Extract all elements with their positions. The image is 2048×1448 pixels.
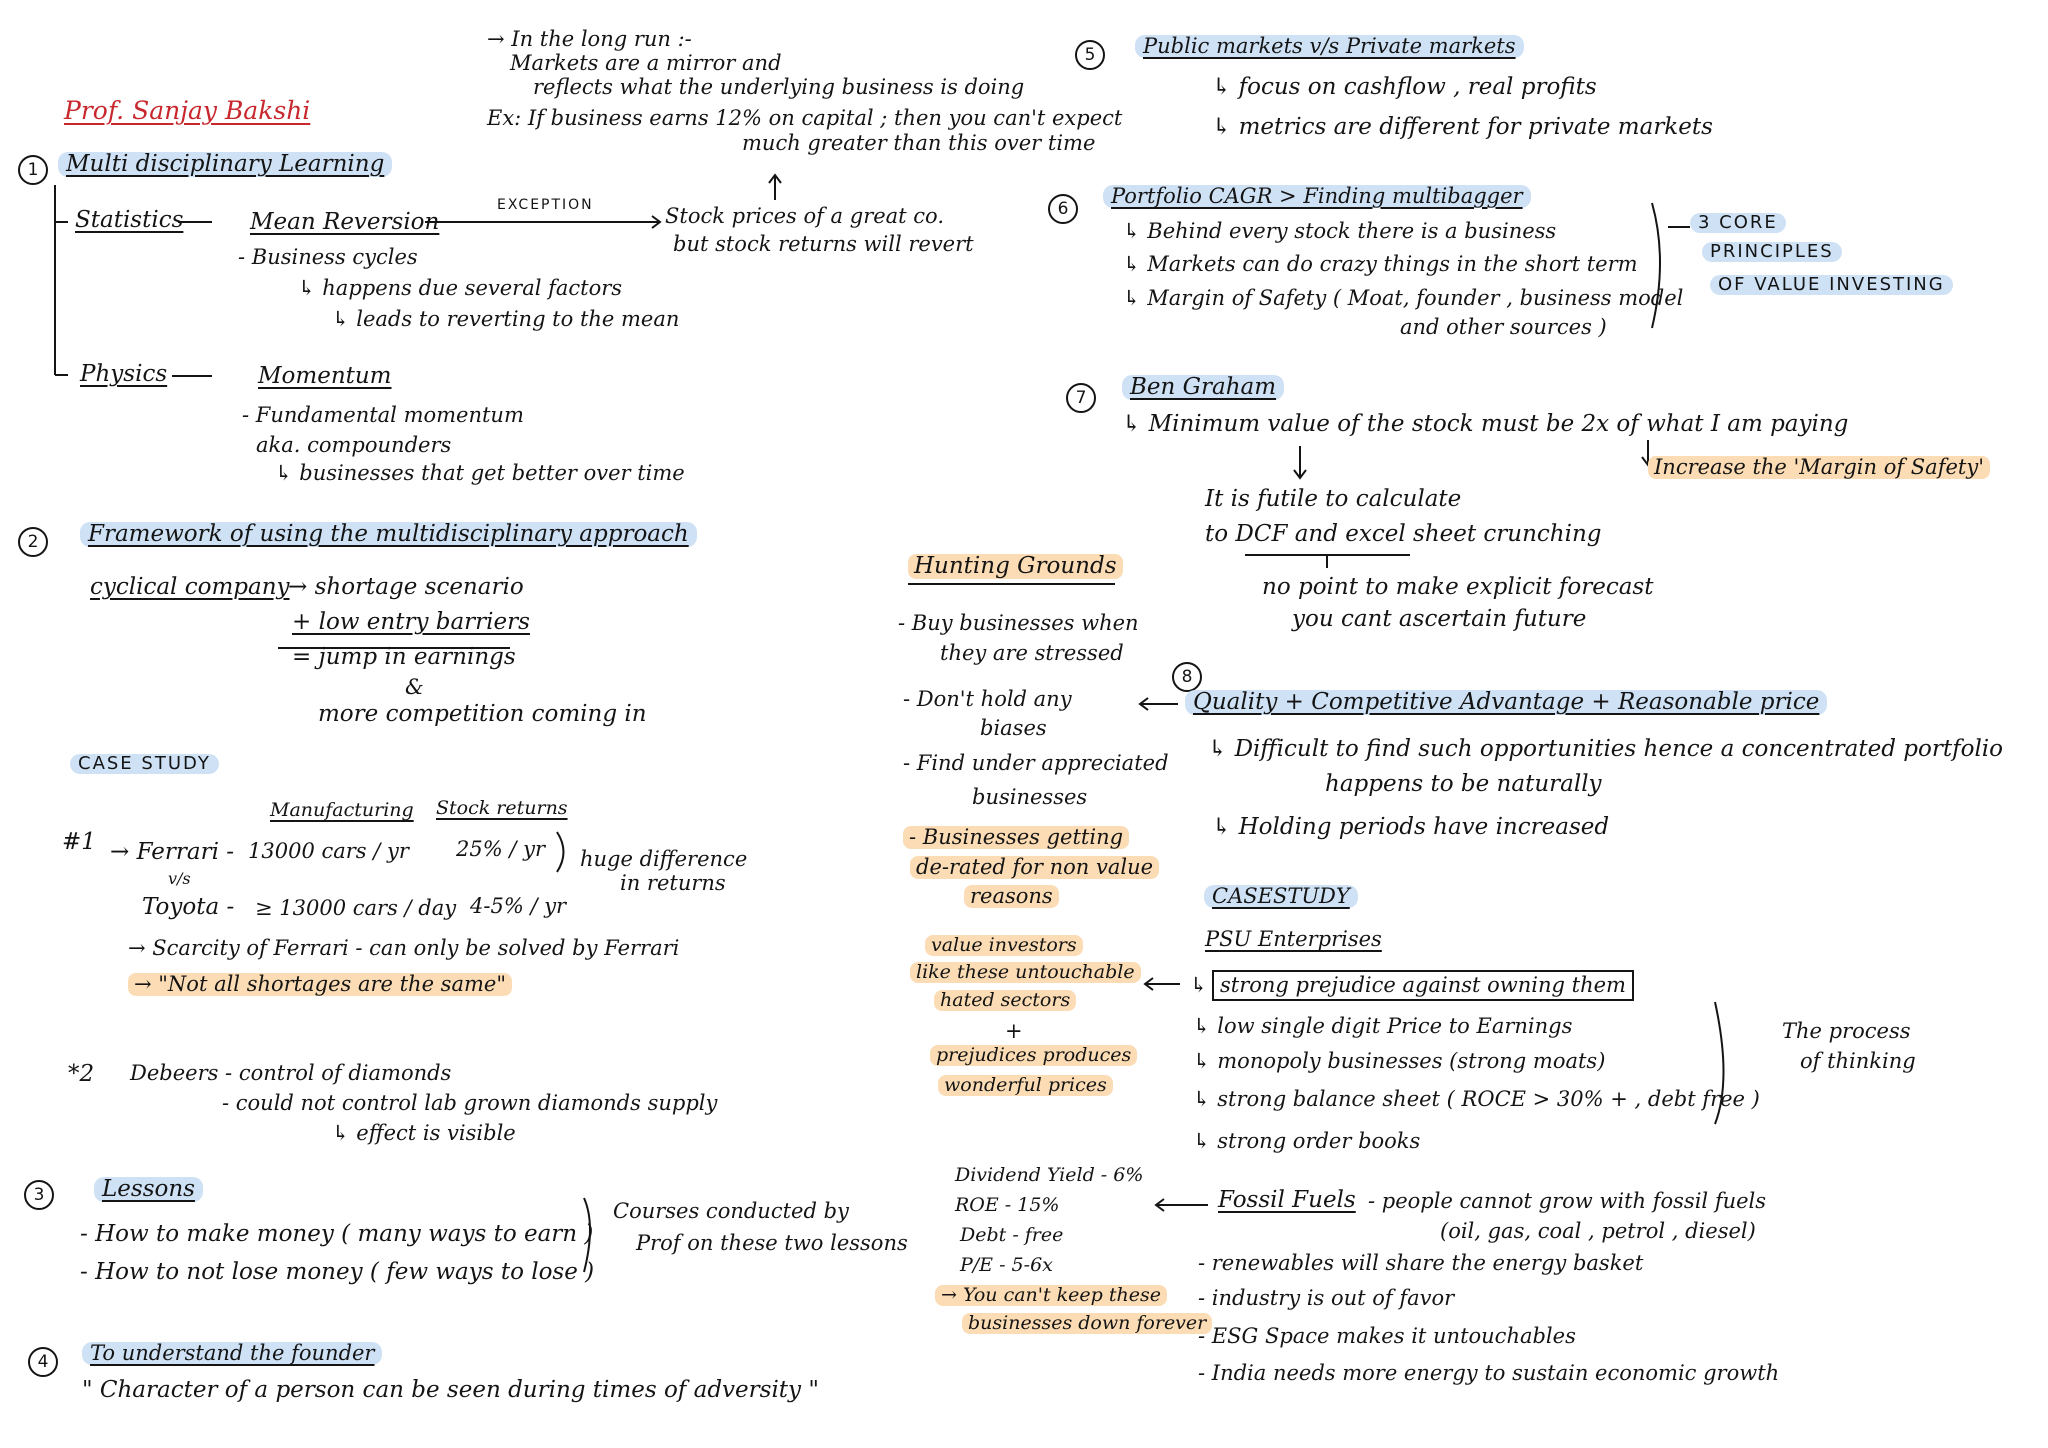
fossil-description: - people cannot grow with fossil fuels bbox=[1368, 1189, 1767, 1213]
hunting-item: businesses bbox=[972, 785, 1088, 809]
no-point-note: you cant ascertain future bbox=[1292, 606, 1587, 632]
compounders-note: aka. compounders bbox=[256, 433, 452, 457]
shortage-scenario: → shortage scenario bbox=[288, 574, 524, 600]
section-number: 8 bbox=[1172, 662, 1202, 692]
momentum-label: Momentum bbox=[258, 363, 392, 389]
metric-roe: ROE - 15% bbox=[955, 1194, 1060, 1216]
fossil-list: (oil, gas, coal , petrol , diesel) bbox=[1440, 1219, 1756, 1243]
mean-reversion-label: Mean Reversion bbox=[250, 209, 440, 235]
process-note: The process bbox=[1782, 1019, 1911, 1043]
versus-label: v/s bbox=[168, 869, 191, 888]
cant-keep-note: → You can't keep these bbox=[935, 1285, 1167, 1306]
section-number: 5 bbox=[1075, 40, 1105, 70]
minimum-value: ↳ Minimum value of the stock must be 2x of what I am paying bbox=[1122, 411, 1849, 437]
bullet: ↳ Markets can do crazy things in the short term bbox=[1123, 252, 1638, 276]
futile-note: to DCF and excel sheet crunching bbox=[1205, 521, 1602, 547]
toyota-label: Toyota - bbox=[142, 894, 235, 920]
hunting-item: - Don't hold any bbox=[903, 687, 1072, 711]
metric-pe: P/E - 5-6x bbox=[960, 1254, 1053, 1276]
fossil-point: - India needs more energy to sustain economic growth bbox=[1198, 1361, 1780, 1385]
several-factors: ↳ happens due several factors bbox=[298, 276, 623, 300]
debeers-note: Debeers - control of diamonds bbox=[130, 1061, 452, 1085]
huge-difference: huge difference bbox=[580, 847, 748, 871]
physics-label: Physics bbox=[80, 361, 168, 387]
long-run-heading: → In the long run :- bbox=[487, 27, 692, 51]
more-competition: more competition coming in bbox=[318, 701, 647, 727]
section-title: Multi disciplinary Learning bbox=[58, 152, 392, 177]
fossil-point: - renewables will share the energy basket bbox=[1198, 1251, 1644, 1275]
hunting-item: - Find under appreciated bbox=[903, 751, 1169, 775]
hunting-item: de-rated for non value bbox=[910, 856, 1159, 879]
section-title: Quality + Competitive Advantage + Reasonable price bbox=[1185, 690, 1827, 715]
bullet: ↳ Behind every stock there is a business bbox=[1123, 219, 1557, 243]
no-point-note: no point to make explicit forecast bbox=[1262, 574, 1654, 600]
section-title: Portfolio CAGR > Finding multibagger bbox=[1103, 185, 1531, 208]
hunting-item: reasons bbox=[964, 885, 1059, 908]
bullet: ↳ focus on cashflow , real profits bbox=[1212, 74, 1597, 100]
psu-point: ↳ strong balance sheet ( ROCE > 30% + , debt free ) bbox=[1193, 1087, 1760, 1111]
section-title: Ben Graham bbox=[1122, 375, 1284, 400]
prejudice-box: strong prejudice against owning them bbox=[1212, 970, 1634, 1001]
psu-point: ↳ strong order books bbox=[1193, 1129, 1421, 1153]
fossil-fuels-label: Fossil Fuels bbox=[1218, 1187, 1356, 1213]
better-over-time: ↳ businesses that get better over time bbox=[275, 461, 685, 485]
lesson-item: - How to not lose money ( few ways to lose ) bbox=[80, 1259, 595, 1285]
section-number: 3 bbox=[24, 1180, 54, 1210]
case-study-label: CASESTUDY bbox=[1204, 885, 1358, 908]
long-run-line: reflects what the underlying business is doing bbox=[533, 75, 1025, 99]
section-title: To understand the founder bbox=[82, 1342, 382, 1365]
author-name: Prof. Sanjay Bakshi bbox=[64, 96, 311, 125]
business-cycles: - Business cycles bbox=[238, 245, 418, 269]
not-all-shortages: → "Not all shortages are the same" bbox=[128, 973, 512, 996]
courses-note: Courses conducted by bbox=[613, 1199, 849, 1223]
hunting-grounds-title: Hunting Grounds bbox=[908, 554, 1123, 579]
scarcity-note: → Scarcity of Ferrari - can only be solved by Ferrari bbox=[128, 936, 680, 960]
bullet-continued: and other sources ) bbox=[1400, 315, 1607, 339]
section-title: Framework of using the multidisciplinary approach bbox=[80, 522, 697, 547]
section-number: 2 bbox=[18, 527, 48, 557]
case-number: *2 bbox=[68, 1061, 95, 1087]
arrow-glyph: ↳ bbox=[1190, 973, 1208, 997]
exception-label: EXCEPTION bbox=[497, 197, 594, 213]
section-number: 1 bbox=[18, 155, 48, 185]
jump-in-earnings: = jump in earnings bbox=[292, 644, 516, 670]
statistics-label: Statistics bbox=[75, 207, 184, 233]
courses-note: Prof on these two lessons bbox=[636, 1231, 908, 1255]
bullet-continued: happens to be naturally bbox=[1325, 771, 1602, 797]
psu-point: ↳ monopoly businesses (strong moats) bbox=[1193, 1049, 1606, 1073]
stock-returns-header: Stock returns bbox=[436, 797, 568, 819]
bullet: ↳ Holding periods have increased bbox=[1212, 814, 1610, 840]
section-number: 7 bbox=[1066, 383, 1096, 413]
toyota-manufacturing: ≥ 13000 cars / day bbox=[255, 896, 457, 920]
bullet: ↳ metrics are different for private markets bbox=[1212, 114, 1713, 140]
lesson-item: - How to make money ( many ways to earn ) bbox=[80, 1221, 594, 1247]
metric-dividend: Dividend Yield - 6% bbox=[955, 1164, 1144, 1186]
case-study-label: CASE STUDY bbox=[70, 754, 219, 774]
section-number: 6 bbox=[1048, 194, 1078, 224]
lab-grown-note: - could not control lab grown diamonds supply bbox=[222, 1091, 718, 1115]
psu-enterprises: PSU Enterprises bbox=[1205, 927, 1382, 951]
case-number: #1 bbox=[62, 829, 96, 855]
founder-quote: " Character of a person can be seen during times of adversity " bbox=[82, 1377, 819, 1403]
long-run-example: Ex: If business earns 12% on capital ; then you can't expect bbox=[487, 106, 1123, 130]
ferrari-manufacturing: 13000 cars / yr bbox=[248, 839, 409, 863]
value-investors-note: value investors bbox=[925, 935, 1083, 956]
metric-debt: Debt - free bbox=[960, 1224, 1064, 1246]
long-run-line: Markets are a mirror and bbox=[510, 51, 782, 75]
hunting-item: they are stressed bbox=[940, 641, 1124, 665]
fundamental-momentum: - Fundamental momentum bbox=[242, 403, 524, 427]
section-title: Lessons bbox=[94, 1177, 203, 1202]
process-note: of thinking bbox=[1800, 1049, 1916, 1073]
in-returns: in returns bbox=[620, 871, 726, 895]
psu-point: ↳ low single digit Price to Earnings bbox=[1193, 1014, 1573, 1038]
core-principles: OF VALUE INVESTING bbox=[1710, 275, 1953, 295]
increase-margin: Increase the 'Margin of Safety' bbox=[1648, 456, 1990, 479]
ferrari-returns: 25% / yr bbox=[456, 837, 546, 861]
cyclical-company: cyclical company bbox=[90, 574, 290, 600]
reverting-note: ↳ leads to reverting to the mean bbox=[332, 307, 680, 331]
long-run-line: much greater than this over time bbox=[742, 131, 1096, 155]
prejudices-note: wonderful prices bbox=[938, 1075, 1113, 1096]
hunting-item: - Businesses getting bbox=[903, 826, 1129, 849]
core-principles: 3 CORE bbox=[1690, 213, 1786, 233]
ferrari-label: → Ferrari - bbox=[110, 839, 235, 865]
section-number: 4 bbox=[28, 1347, 58, 1377]
hunting-item: - Buy businesses when bbox=[898, 611, 1139, 635]
bullet: ↳ Difficult to find such opportunities hence a concentrated portfolio bbox=[1208, 736, 2004, 762]
ampersand: & bbox=[405, 675, 424, 699]
fossil-point: - ESG Space makes it untouchables bbox=[1198, 1324, 1576, 1348]
cant-keep-note: businesses down forever bbox=[962, 1313, 1212, 1334]
section-title: Public markets v/s Private markets bbox=[1135, 35, 1524, 58]
value-investors-note: hated sectors bbox=[934, 990, 1076, 1011]
prejudices-note: prejudices produces bbox=[930, 1045, 1137, 1066]
stock-returns-note: but stock returns will revert bbox=[673, 232, 974, 256]
fossil-point: - industry is out of favor bbox=[1198, 1286, 1455, 1310]
low-entry-barriers: + low entry barriers bbox=[292, 609, 530, 635]
plus-sign: + bbox=[1005, 1019, 1023, 1043]
hunting-item: biases bbox=[980, 716, 1047, 740]
core-principles: PRINCIPLES bbox=[1702, 242, 1842, 262]
stock-prices-note: Stock prices of a great co. bbox=[665, 204, 945, 228]
futile-note: It is futile to calculate bbox=[1205, 486, 1462, 512]
bullet: ↳ Margin of Safety ( Moat, founder , business model bbox=[1123, 286, 1684, 310]
toyota-returns: 4-5% / yr bbox=[470, 894, 567, 918]
manufacturing-header: Manufacturing bbox=[270, 799, 414, 821]
effect-visible: ↳ effect is visible bbox=[332, 1121, 516, 1145]
value-investors-note: like these untouchable bbox=[910, 962, 1141, 983]
